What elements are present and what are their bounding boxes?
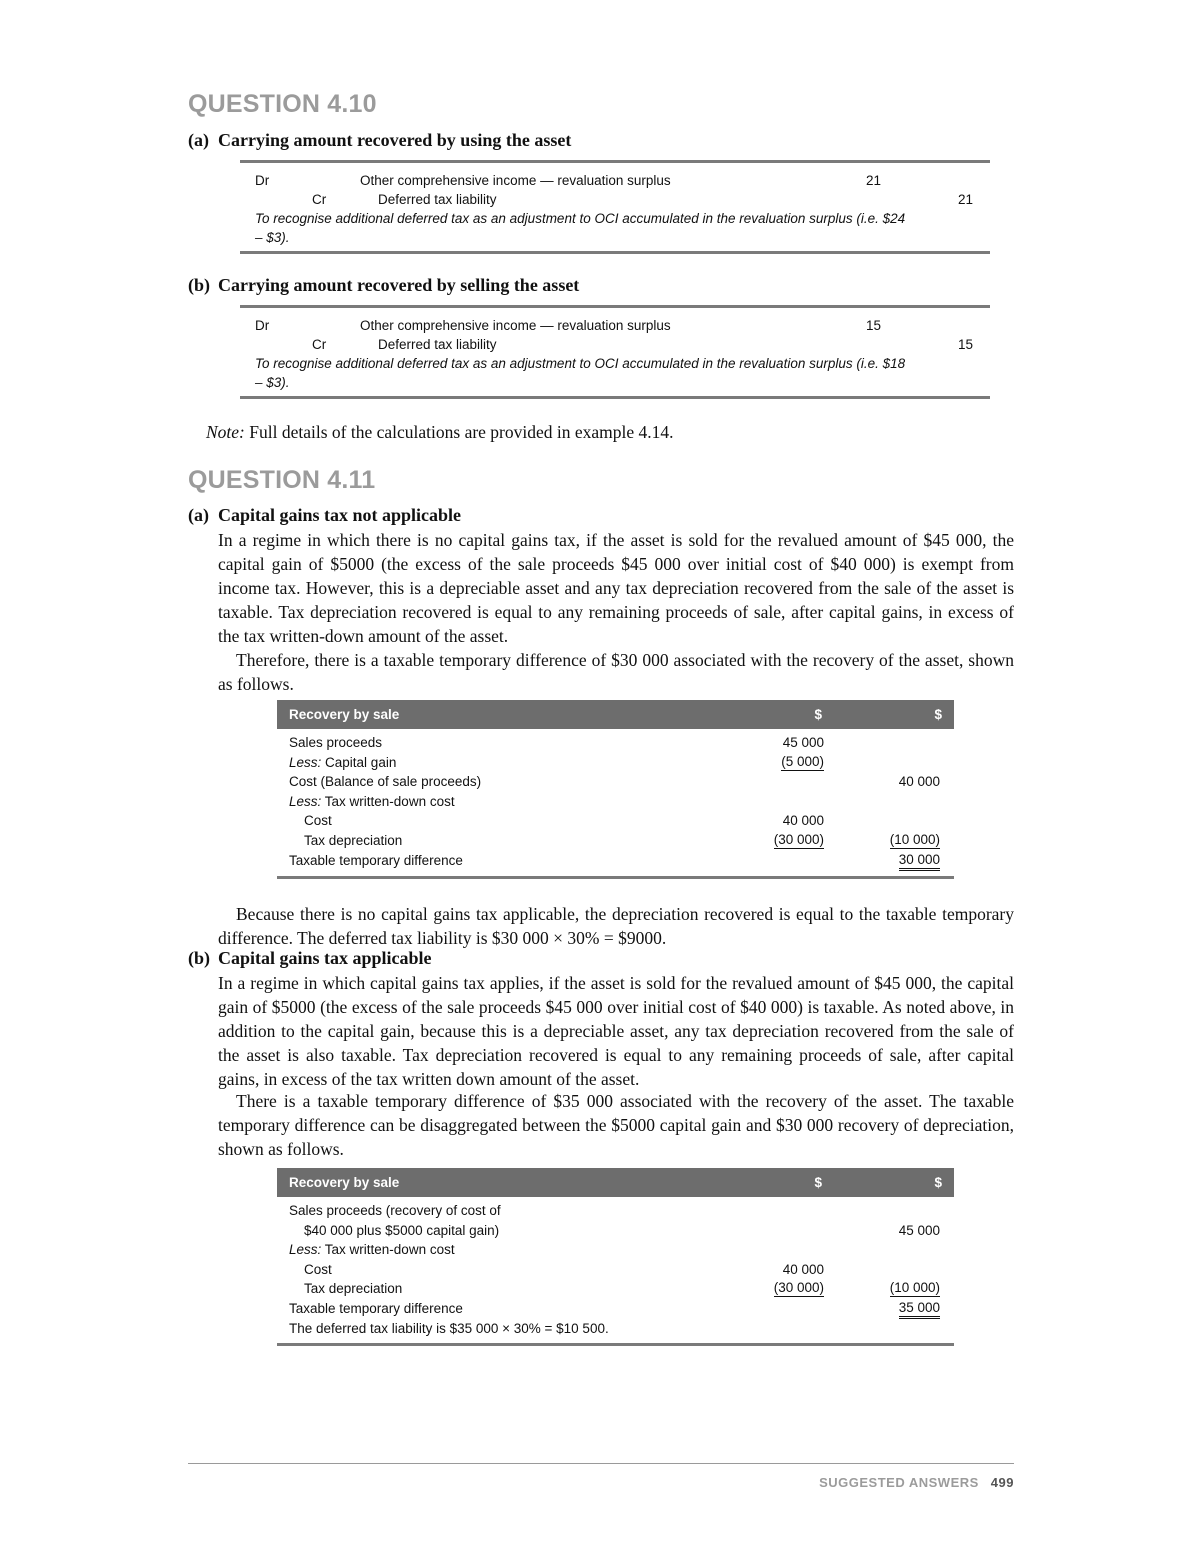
dr-amount: 15 <box>866 318 882 333</box>
q411-b-paragraph-2: There is a taxable temporary difference of $35 000 associated with the recovery of the asset. The taxable temporary difference can be disaggregated between the $5000 capital gain and $30 000 recovery of depreciation, shown as follows. <box>218 1091 1014 1159</box>
table-row <box>277 1221 954 1241</box>
q411-part-a-heading <box>188 505 461 526</box>
row-label: Cost <box>304 1261 332 1277</box>
part-title: Capital gains tax not applicable <box>218 505 462 525</box>
note-text: Full details of the calculations are provided in example 4.14. <box>244 422 674 442</box>
part-label: (a) <box>188 505 209 525</box>
row-col-3: 35 000 <box>899 1299 940 1319</box>
table-row <box>277 1299 954 1319</box>
row-label <box>289 792 455 812</box>
part-title: Carrying amount recovered by selling the asset <box>218 275 580 295</box>
q411-part-b-heading <box>188 948 432 969</box>
page-footer <box>819 1475 1014 1490</box>
question-4-10-heading: QUESTION 4.10 <box>188 90 377 118</box>
row-col-2: 40 000 <box>782 813 824 829</box>
less-label: Less: <box>289 793 322 809</box>
header-label: Recovery by sale <box>289 707 400 722</box>
row-label: Tax depreciation <box>304 832 403 848</box>
row-col-3: 30 000 <box>899 851 940 871</box>
cr-account: Deferred tax liability <box>378 192 497 207</box>
row-label: Sales proceeds (recovery of cost of <box>289 1203 501 1218</box>
journal-entry-b <box>240 305 990 399</box>
row-col-3: 40 000 <box>898 774 940 790</box>
table-row <box>277 1279 954 1299</box>
less-label: Less: <box>289 1242 322 1258</box>
header-col-3: $ <box>934 1175 942 1190</box>
recovery-table-b <box>277 1168 954 1346</box>
part-label: (b) <box>188 948 210 968</box>
recovery-table-a <box>277 700 954 879</box>
row-label <box>289 1240 455 1260</box>
journal-narration: To recognise additional deferred tax as an adjustment to OCI accumulated in the revaluation surplus (i.e. $18 – $3). <box>255 356 906 390</box>
row-label-text: Tax written-down cost <box>321 1242 455 1258</box>
part-label: (b) <box>188 275 210 295</box>
dr-account: Other comprehensive income — revaluation surplus <box>360 173 671 188</box>
table-row <box>277 733 954 753</box>
row-col-3: (10 000) <box>889 831 940 847</box>
table-row <box>277 1240 954 1260</box>
footer-rule <box>188 1463 1014 1464</box>
journal-credit-row <box>240 335 990 354</box>
part-title: Capital gains tax applicable <box>218 948 432 968</box>
row-col-3: (10 000) <box>889 1280 940 1296</box>
row-label-text: Capital gain <box>321 754 397 770</box>
cr-amount: 15 <box>958 337 974 352</box>
header-col-3: $ <box>934 707 942 722</box>
row-label <box>289 753 396 773</box>
cr-amount: 21 <box>958 192 974 207</box>
cr-label: Cr <box>312 337 327 352</box>
table-header <box>277 1168 954 1197</box>
q411-a-paragraph-1: In a regime in which there is no capital gains tax, if the asset is sold for the revalued amount of $45 000, the capital gain of $5000 (the excess of the sale proceeds $45 000 over initial cost of $40 000) is exempt from income tax. However, this is a depreciable asset and any tax depreciation recovered from the sale of the asset is taxable. Tax depreciation recovered is equal to any remaining proceeds of sale, after capital gains, in excess of the tax written-down amount of the asset. <box>218 530 1014 646</box>
header-col-2: $ <box>814 1175 822 1190</box>
dr-label: Dr <box>255 173 270 188</box>
footer-section: SUGGESTED ANSWERS <box>819 1475 979 1490</box>
table-row <box>277 1319 954 1339</box>
row-label: Cost <box>304 813 332 829</box>
row-col-2: (5 000) <box>781 753 824 769</box>
less-label: Less: <box>289 754 322 770</box>
q411-a-paragraph-2: Therefore, there is a taxable temporary difference of $30 000 associated with the recovery of the asset, shown as follows. <box>218 650 1014 694</box>
note-label: Note: <box>206 422 245 442</box>
header-label: Recovery by sale <box>289 1175 400 1190</box>
row-label: The deferred tax liability is $35 000 × 30% = $10 500. <box>289 1320 609 1336</box>
row-label: Cost (Balance of sale proceeds) <box>289 774 482 790</box>
table-header <box>277 700 954 729</box>
row-col-2: (30 000) <box>773 831 824 847</box>
table-row <box>277 1201 954 1221</box>
dr-label: Dr <box>255 318 270 333</box>
table-row <box>277 753 954 773</box>
q411-a-paragraph-3: Because there is no capital gains tax applicable, the depreciation recovered is equal to the taxable temporary difference. The deferred tax liability is $30 000 × 30% = $9000. <box>218 904 1014 948</box>
table-row <box>277 831 954 851</box>
journal-debit-row <box>240 171 990 190</box>
table-row <box>277 792 954 812</box>
q410-note <box>206 420 1006 444</box>
table-row <box>277 772 954 792</box>
header-col-2: $ <box>814 707 822 722</box>
row-label-text: Tax written-down cost <box>321 793 455 809</box>
row-col-3: 45 000 <box>898 1222 940 1238</box>
row-label: $40 000 plus $5000 capital gain) <box>304 1222 500 1238</box>
page-number: 499 <box>990 1475 1014 1490</box>
row-label: Tax depreciation <box>304 1281 403 1297</box>
row-col-2: 45 000 <box>782 735 824 750</box>
question-4-11-heading: QUESTION 4.11 <box>188 466 376 494</box>
journal-debit-row <box>240 316 990 335</box>
journal-entry-a <box>240 160 990 254</box>
part-label: (a) <box>188 130 209 150</box>
q411-b-paragraph-1: In a regime in which capital gains tax applies, if the asset is sold for the revalued amount of $45 000, the capital gain of $5000 (the excess of the sale proceeds $45 000 over initial cost of $40 000) is taxable. As noted above, in addition to the capital gain, because this is a depreciable asset, any tax depreciation recovered from the sale of the asset is also taxable. Tax depreciation recovered is equal to any remaining proceeds of sale, after capital gains, in excess of the tax written down amount of the asset. <box>218 973 1014 1089</box>
row-label: Taxable temporary difference <box>289 852 463 868</box>
row-label: Sales proceeds <box>289 735 383 750</box>
cr-account: Deferred tax liability <box>378 337 497 352</box>
q410-part-a-heading <box>188 130 571 151</box>
table-row <box>277 851 954 871</box>
table-row <box>277 1260 954 1280</box>
row-col-2: 40 000 <box>782 1261 824 1277</box>
dr-amount: 21 <box>866 173 882 188</box>
journal-narration: To recognise additional deferred tax as an adjustment to OCI accumulated in the revaluation surplus (i.e. $24 – $3). <box>255 211 906 245</box>
row-label: Taxable temporary difference <box>289 1300 463 1316</box>
dr-account: Other comprehensive income — revaluation surplus <box>360 318 671 333</box>
table-row <box>277 811 954 831</box>
part-title: Carrying amount recovered by using the asset <box>218 130 572 150</box>
row-col-2: (30 000) <box>773 1280 824 1296</box>
journal-credit-row <box>240 190 990 209</box>
cr-label: Cr <box>312 192 327 207</box>
q410-part-b-heading <box>188 275 579 296</box>
